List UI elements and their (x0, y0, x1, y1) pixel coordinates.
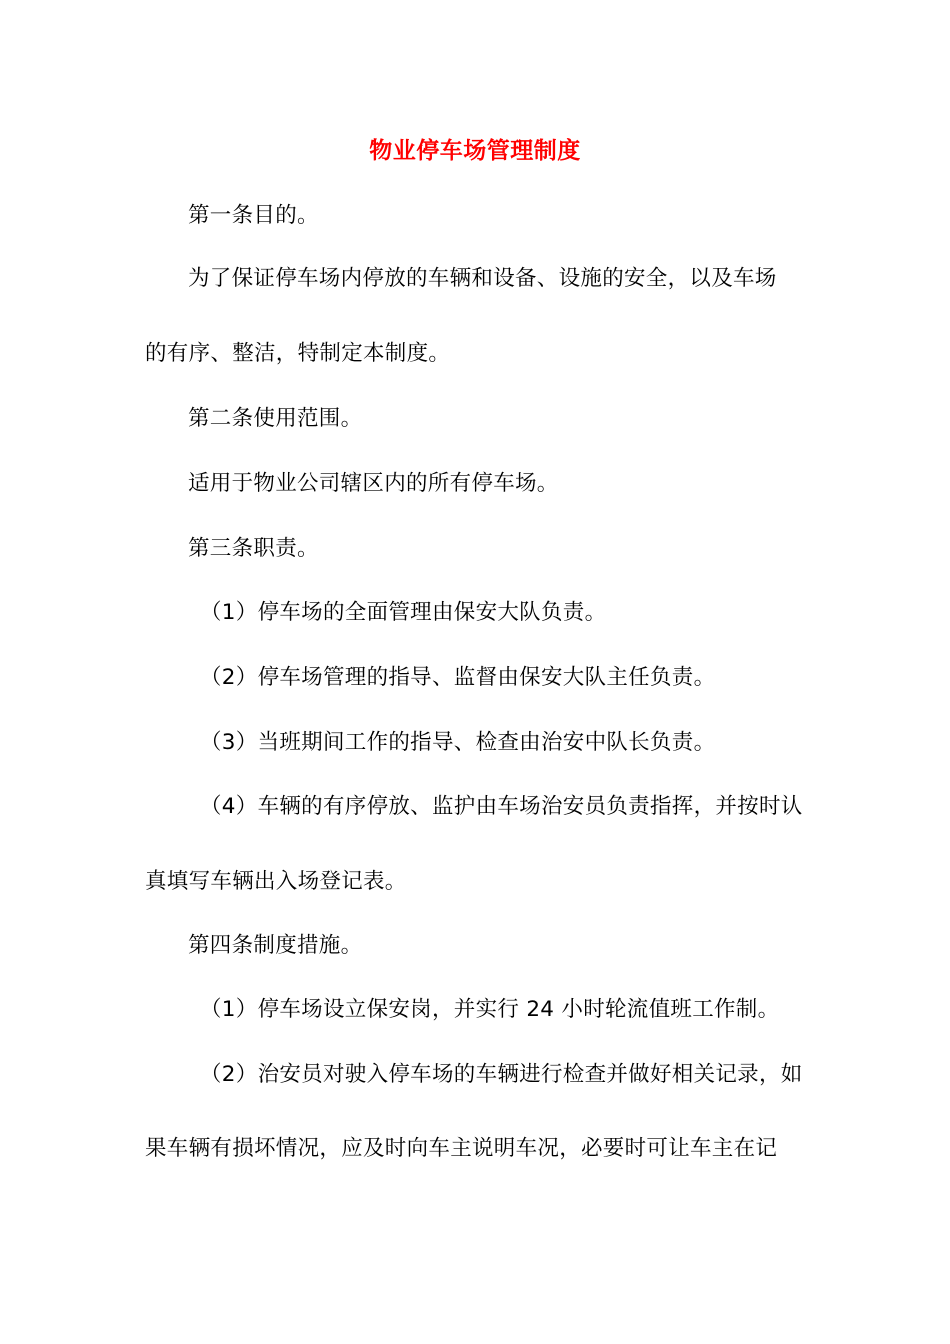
article-4-item-1: （1）停车场设立保安岗，并实行 24 小时轮流值班工作制。 (200, 997, 780, 1022)
article-2-heading: 第二条使用范围。 (188, 406, 363, 431)
article-4-item-2-line-1: （2）治安员对驶入停车场的车辆进行检查并做好相关记录，如 (200, 1062, 803, 1087)
article-4-heading: 第四条制度措施。 (188, 933, 363, 958)
article-3-heading: 第三条职责。 (188, 536, 319, 561)
article-3-item-2: （2）停车场管理的指导、监督由保安大队主任负责。 (200, 665, 716, 690)
article-3-item-1: （1）停车场的全面管理由保安大队负责。 (200, 600, 607, 625)
document-title: 物业停车场管理制度 (369, 138, 581, 164)
article-1-heading: 第一条目的。 (188, 203, 319, 228)
article-1-paragraph-line-1: 为了保证停车场内停放的车辆和设备、设施的安全，以及车场 (188, 266, 777, 291)
article-1-paragraph-line-2: 的有序、整洁，特制定本制度。 (145, 341, 451, 366)
article-4-item-2-line-2: 果车辆有损坏情况，应及时向车主说明车况，必要时可让车主在记 (145, 1136, 778, 1161)
article-2-paragraph: 适用于物业公司辖区内的所有停车场。 (188, 471, 559, 496)
article-3-item-4-line-2: 真填写车辆出入场登记表。 (145, 869, 407, 894)
article-3-item-4-line-1: （4）车辆的有序停放、监护由车场治安员负责指挥，并按时认 (200, 794, 803, 819)
article-3-item-3: （3）当班期间工作的指导、检查由治安中队长负责。 (200, 730, 716, 755)
